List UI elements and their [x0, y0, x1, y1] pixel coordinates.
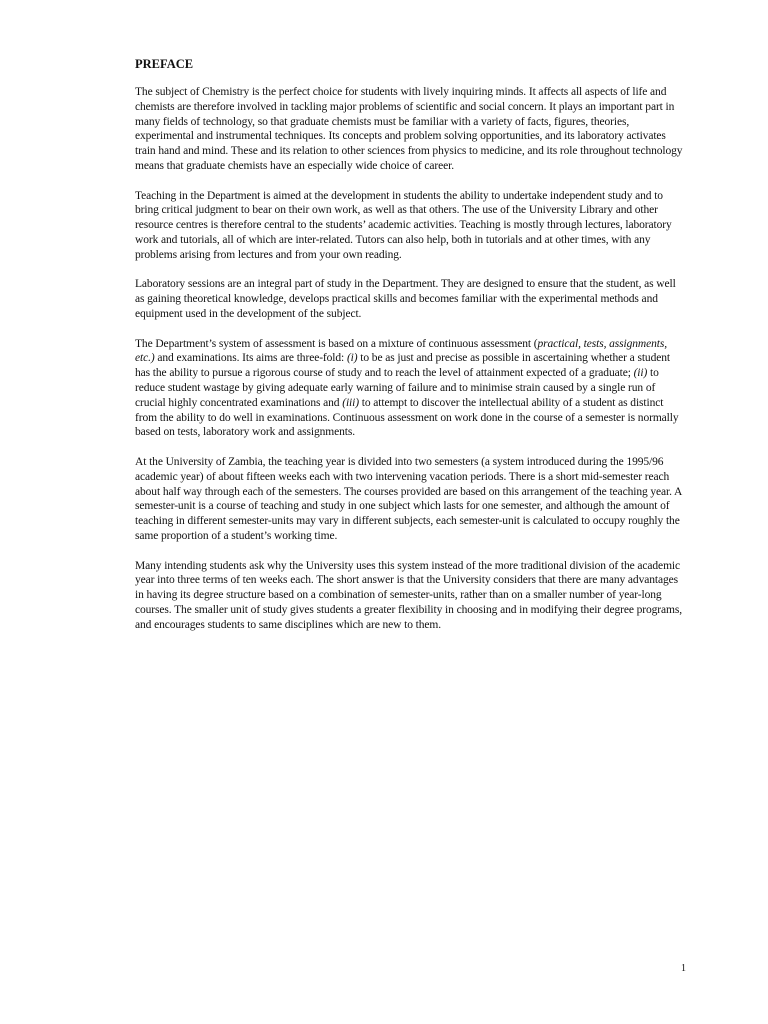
- preface-heading: PREFACE: [135, 57, 194, 71]
- assessment-text-3: to be as just and precise as possible in ascertaining whether a student has the ability to pursue a rigorous course of study and to reach the level of attainment expected of a graduate;: [135, 352, 670, 380]
- paragraph-assessment: [135, 337, 687, 441]
- assessment-italic-1: practical, tests, assignments, etc.): [135, 337, 668, 365]
- assessment-text-2: and examinations. Its aims are three-fold:: [154, 352, 347, 365]
- assessment-italic-2: (i): [346, 352, 358, 365]
- paragraph-teaching: Teaching in the Department is aimed at the development in students the ability to undertake independent study and to bring critical judgment to bear on their own work, as well as that others. The use of the University Library and other resource centres is therefore central to the students’ academic activities. Teaching is mostly through lectures, laboratory work and tutorials, all of which are inter-related. Tutors can also help, both in tutorials and at other times, with any problems arising from lectures and from your own reading.: [135, 189, 672, 261]
- paragraph-laboratory: Laboratory sessions are an integral part of study in the Department. They are designed to ensure that the student, as well as gaining theoretical knowledge, develops practical skills and becomes familiar with the experimental methods and equipment used in the development of the subject.: [135, 278, 676, 320]
- assessment-italic-4: (iii): [342, 396, 359, 409]
- document-page: [135, 57, 687, 647]
- assessment-text-4: to reduce student wastage by giving adequate early warning of failure and to minimise strain caused by a single run of crucial highly concentrated examinations and: [135, 367, 659, 409]
- paragraph-chemistry-intro: The subject of Chemistry is the perfect choice for students with lively inquiring minds. It affects all aspects of life and chemists are therefore involved in tackling major problems of scientific and social concern. It plays an important part in many fields of technology, so that graduate chemists must be familiar with a variety of facts, figures, theories, experimental and instrumental techniques. Its concepts and problem solving opportunities, and its laboratory activates train hand and mind. These and its relation to other sciences from physics to medicine, and its role throughout technology means that graduate chemists have an especially wide choice of career.: [135, 86, 683, 172]
- paragraph-semesters: At the University of Zambia, the teaching year is divided into two semesters (a system introduced during the 1995/96 academic year) of about fifteen weeks each with two intervening vacation periods. There is a short mid-semester reach about half way through each of the semesters. The courses provided are based on this arrangement of the teaching year. A semester-unit is a course of teaching and study in one subject which lasts for one semester, and although the amount of teaching in different semester-units may vary in different subjects, each semester-unit is calculated to occupy roughly the same proportion of a student’s working time.: [135, 455, 682, 542]
- paragraph-semester-system: Many intending students ask why the University uses this system instead of the more traditional division of the academic year into three terms of ten weeks each. The short answer is that the University considers that there are many advantages in having its degree structure based on a combination of semester-units, rather than on a smaller number of year-long courses. The smaller unit of study gives students a greater flexibility in choosing and in modifying their degree programs, and encourages students to same disciplines which are new to them.: [135, 559, 683, 631]
- assessment-text-1: The Department’s system of assessment is based on a mixture of continuous assessment (: [135, 337, 538, 350]
- assessment-italic-3: (ii): [633, 367, 648, 380]
- assessment-text-5: to attempt to discover the intellectual ability of a student as distinct from the ability to do well in examinations. Continuous assessment on work done in the course of a semester is normally based on tests, laboratory work and assignments.: [135, 396, 679, 439]
- page-number: 1: [681, 963, 686, 974]
